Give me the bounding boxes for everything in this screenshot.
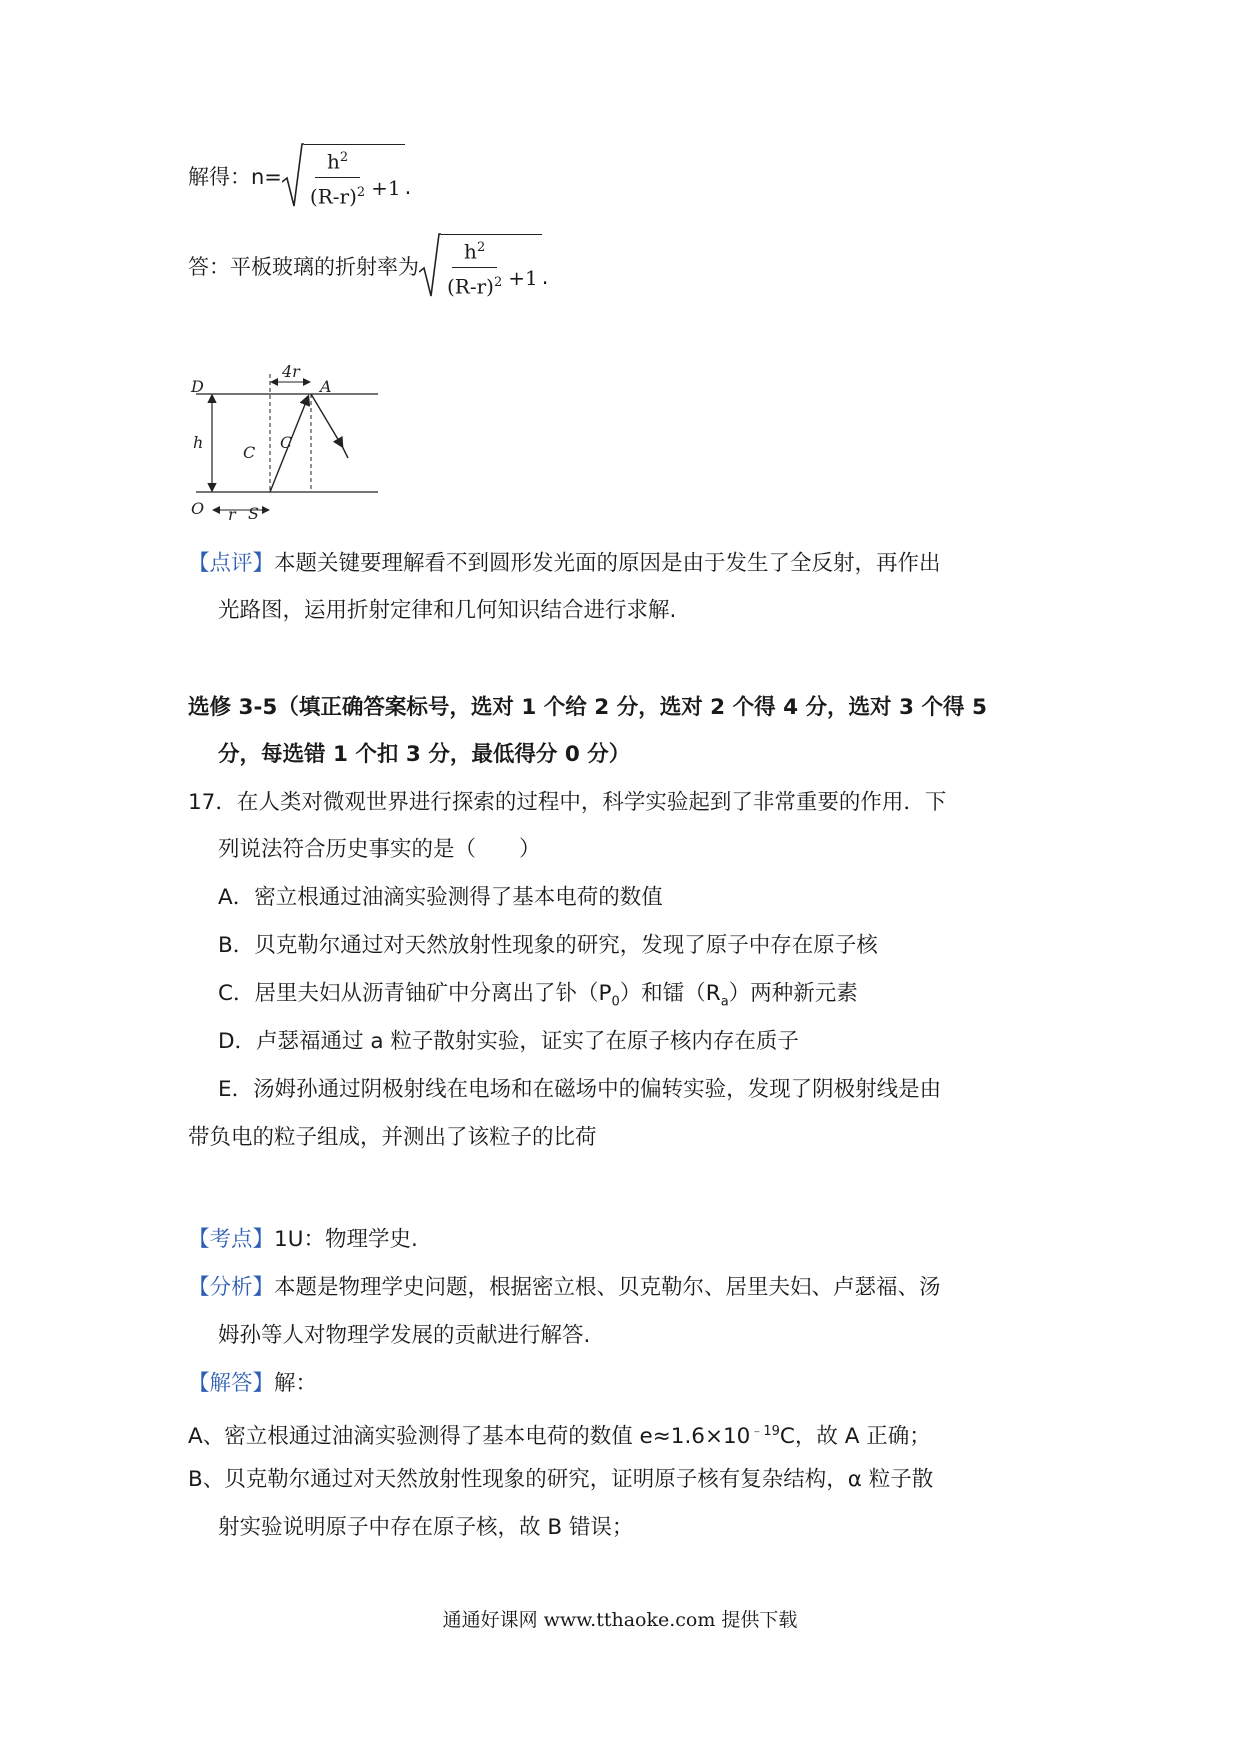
reflected-ray [311,394,342,446]
comment-line-2 [218,597,676,625]
label-h: h [193,433,204,452]
denominator-exponent: 2 [356,184,366,200]
label-S: S [248,504,259,523]
plus-one: +1 [508,266,538,291]
question-line-2: 列说法符合历史事实的是（ ） [218,837,541,862]
comment-text-2: 光路图，运用折射定律和几何知识结合进行求解. [218,598,677,623]
option-c-sub-2: a [720,994,729,1010]
label-C1: C [243,443,256,462]
jieda-text: 解： [274,1371,318,1396]
option-c-mid: ）和镭（R [619,981,721,1006]
period: . [541,264,549,289]
section-heading-line-1: 选修 3-5（填正确答案标号，选对 1 个给 2 分，选对 2 个得 4 分，选对 3 个得 5 [188,695,987,720]
radical-sign-icon [282,142,304,208]
jieda-tag: 解答 [209,1371,253,1396]
answer-prefix: 答：平板玻璃的折射率为 [188,254,419,279]
section-heading-line-2: 分，每选错 1 个扣 3 分，最低得分 0 分） [218,742,631,767]
fraction [441,235,508,299]
comment-line-1: 【点评】本题关键要理解看不到圆形发光面的原因是由于发生了全反射，再作出 [188,551,941,576]
label-A: A [320,377,332,396]
numerator-exponent: 2 [476,240,486,255]
numerator: h [326,149,340,174]
kaodian-tag: 考点 [209,1227,253,1252]
numerator: h [464,239,477,264]
light-path-diagram [188,360,388,530]
solution-b-line-2: 射实验说明原子中存在原子核，故 B 错误； [218,1515,634,1540]
sqrt-expression [282,142,405,209]
numerator-exponent: 2 [339,150,349,165]
solution-a-pre: A、密立根通过油滴实验测得了基本电荷的数值 e≈1.6×10 [188,1424,751,1450]
radical-sign-icon [419,232,441,298]
kaodian-line: 【考点】1U：物理学史. [188,1227,418,1252]
option-d: D．卢瑟福通过 a 粒子散射实验，证实了在原子核内存在质子 [218,1029,799,1054]
fenxi-line-1: 【分析】本题是物理学史问题，根据密立根、贝克勒尔、居里夫妇、卢瑟福、汤 [188,1275,941,1300]
fenxi-line-2: 姆孙等人对物理学发展的贡献进行解答. [218,1323,591,1348]
denominator: (R-r) [447,274,494,299]
option-e-line-2: 带负电的粒子组成，并测出了该粒子的比荷 [188,1125,597,1150]
fenxi-tag: 分析 [209,1275,253,1300]
sqrt-expression [419,232,542,299]
option-c-pre: C．居里夫妇从沥青铀矿中分离出了钋（P [218,981,612,1006]
solution-b-line-1: B、贝克勒尔通过对天然放射性现象的研究，证明原子核有复杂结构，α 粒子散 [188,1467,934,1492]
option-c-post: ）两种新元素 [728,981,858,1006]
question-line-1: 17．在人类对微观世界进行探索的过程中，科学实验起到了非常重要的作用．下 [188,790,947,815]
label-4r: 4r [282,362,300,381]
page-footer: 通通好课网 www.tthaoke.com 提供下载 [442,1609,798,1631]
denominator: (R-r) [309,184,357,209]
comment-text-1: 本题关键要理解看不到圆形发光面的原因是由于发生了全反射，再作出 [274,551,941,576]
period: . [404,174,412,199]
denominator-exponent: 2 [493,274,503,290]
plus-one: +1 [371,176,401,201]
solution-a-exp: ﹣19 [750,1424,780,1439]
option-c-sub-1: 0 [611,994,620,1010]
solution-result [188,142,411,209]
jieda-line: 【解答】解： [188,1371,318,1396]
solution-a-post: C，故 A 正确； [779,1424,931,1450]
solution-a [188,1418,931,1451]
option-a: A．密立根通过油滴实验测得了基本电荷的数值 [218,885,663,910]
option-c [218,980,858,1016]
label-r: r [228,505,236,524]
option-e-line-1: E．汤姆孙通过阴极射线在电场和在磁场中的偏转实验，发现了阴极射线是由 [218,1077,942,1102]
comment-tag: 点评 [209,551,253,576]
fraction [304,145,371,209]
answer-result [188,232,548,299]
kaodian-text: 1U：物理学史. [274,1227,418,1252]
label-O: O [191,499,205,518]
reflected-ray-tail [342,446,348,458]
option-b: B．贝克勒尔通过对天然放射性现象的研究，发现了原子中存在原子核 [218,933,878,958]
label-D: D [191,377,204,396]
label-C2: C [280,433,293,452]
solution-prefix: 解得：n= [188,164,282,189]
fenxi-text-1: 本题是物理学史问题，根据密立根、贝克勒尔、居里夫妇、卢瑟福、汤 [274,1275,941,1300]
